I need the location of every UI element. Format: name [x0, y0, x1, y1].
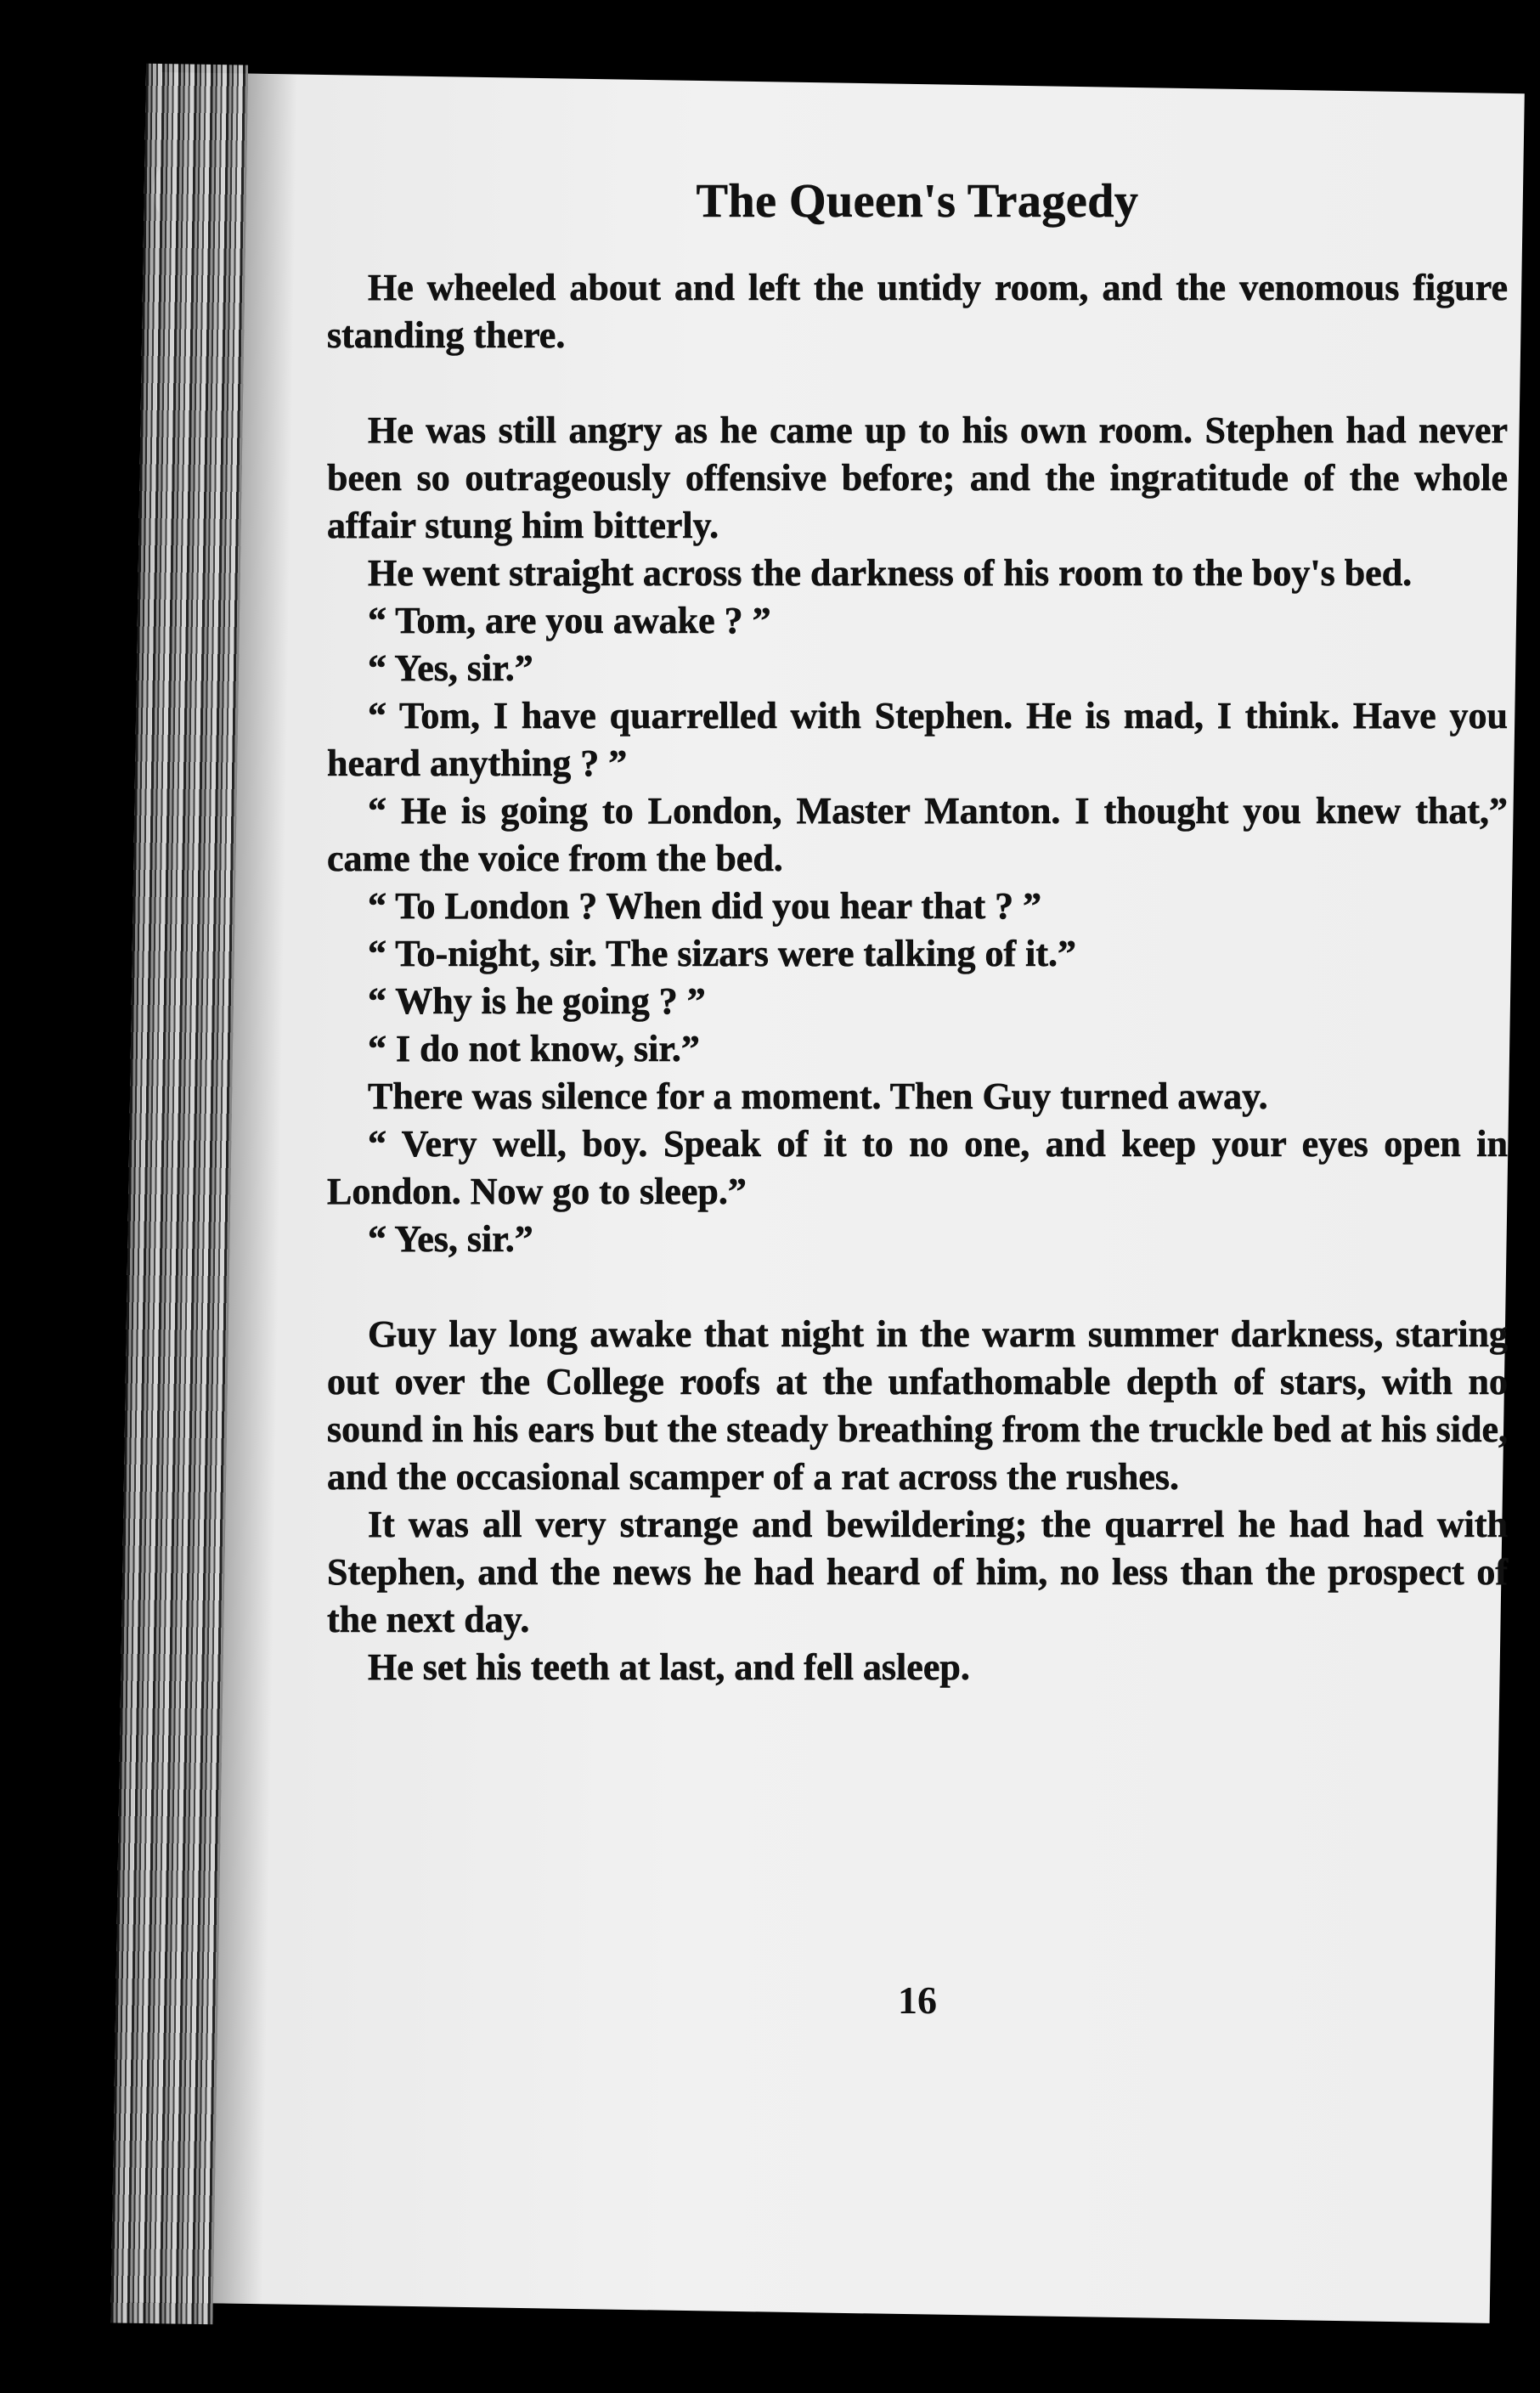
dialogue-line: “ I do not know, sir.” [368, 1028, 700, 1070]
paragraph: Guy lay long awake that night in the warm summer darkness, staring out over the College roofs at the unfathomable depth of stars, with no sound in his ears but the steady breathing from the truckle bed at his side, and the occasional scamper of a rat across the rushes. [327, 1313, 1508, 1498]
dialogue-line: “ Tom, are you awake ? ” [368, 600, 771, 641]
paragraph: There was silence for a moment. Then Guy turned away. [368, 1075, 1268, 1117]
dialogue-line: “ Yes, sir.” [368, 647, 533, 689]
section-3 [327, 1311, 1508, 1691]
paragraph: He set his teeth at last, and fell asleep. [368, 1646, 970, 1688]
paragraph: He was still angry as he came up to his own room. Stephen had never been so outrageously offensive before; and the ingratitude of the whole affair stung him bitterly. [327, 409, 1508, 546]
dialogue-line: “ To London ? When did you hear that ? ” [368, 885, 1042, 927]
dialogue-line: “ Yes, sir.” [368, 1218, 533, 1260]
dialogue-line: “ He is going to London, Master Manton. I thought you knew that,” came the voice from the bed. [327, 790, 1508, 879]
paragraph: He wheeled about and left the untidy room, and the venomous figure standing there. [327, 267, 1508, 356]
dialogue-line: “ Tom, I have quarrelled with Stephen. He is mad, I think. Have you heard anything ? ” [327, 695, 1508, 784]
section-break [327, 1263, 1508, 1311]
paragraph: It was all very strange and bewildering; the quarrel he had had with Stephen, and the news he had heard of him, no less than the prospect of the next day. [327, 1504, 1508, 1640]
dialogue-line: “ Very well, boy. Speak of it to no one, and keep your eyes open in London. Now go to sleep.” [327, 1123, 1508, 1212]
dialogue-line: “ Why is he going ? ” [368, 980, 706, 1022]
running-head: The Queen's Tragedy [696, 175, 1139, 228]
page-text-block [327, 174, 1508, 1691]
section-break [327, 359, 1508, 407]
dialogue-line: “ To-night, sir. The sizars were talking of it.” [368, 933, 1077, 974]
page-number: 16 [898, 1978, 937, 2022]
paragraph: He went straight across the darkness of his room to the boy's bed. [368, 552, 1413, 594]
section-1 [327, 264, 1508, 359]
section-2 [327, 407, 1508, 1263]
